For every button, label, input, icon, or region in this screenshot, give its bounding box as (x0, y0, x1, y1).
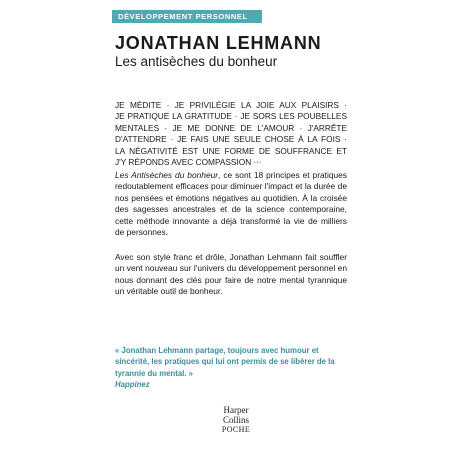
description-paragraph-2: Avec son style franc et drôle, Jonathan Lehmann fait souffler un vent nouveau sur l'univers du développement personnel en nous donnant des clés pour faire de notre mental tyrannique un véritable outil de bonheur. (115, 252, 347, 297)
principles-list (115, 100, 347, 168)
publisher-line-2: Collins (222, 415, 249, 425)
description-paragraph-1 (115, 170, 347, 238)
quote-source: Happinez (115, 380, 150, 390)
principles-line: LA NÉGATIVITÉ EST UNE FORME DE SOUFFRANCE ET (115, 145, 347, 156)
principles-line: MENTALES · JE ME DONNE DE L'AMOUR · J'ARRÊTE (115, 122, 347, 133)
principles-line: D'ATTENDRE · JE FAIS UNE SEULE CHOSE À LA FOIS · (115, 134, 347, 145)
author-name: JONATHAN LEHMANN (115, 33, 322, 53)
quote-text: « Jonathan Lehmann partage, toujours avec humour et sincérité, les pratiques qui lui ont permis de se libérer de la tyrannie du mental. » (115, 346, 335, 378)
publisher-line-1: Harper (223, 405, 249, 415)
principles-line: JE PRATIQUE LA GRATITUDE · JE SORS LES POUBELLES (115, 111, 347, 122)
principles-line: JE MÉDITE · JE PRIVILÉGIE LA JOIE AUX PLAISIRS · (115, 100, 347, 110)
publisher-line-3: POCHE (221, 425, 251, 434)
description-text: , ce sont 18 principes et pratiques redoutablement efficaces pour diminuer l'impact et la durée de nos pensées et émotions négatives au quotidien. À la croisée des sagesses ancestrales et de la science contemporaine, cette méthode innovante a déjà transformé la vie de milliers de personnes. (115, 170, 347, 238)
press-quote (115, 345, 355, 391)
ellipsis-dots: ··· (253, 157, 262, 168)
category-banner: DÉVELOPPEMENT PERSONNEL (112, 10, 262, 23)
principles-line-last (115, 157, 347, 168)
publisher-logo (216, 405, 256, 435)
book-title-inline: Les Antisèches du bonheur (115, 170, 219, 180)
principles-line: J'Y RÉPONDS AVEC COMPASSION (115, 157, 252, 168)
book-title: Les antisèches du bonheur (115, 54, 278, 69)
